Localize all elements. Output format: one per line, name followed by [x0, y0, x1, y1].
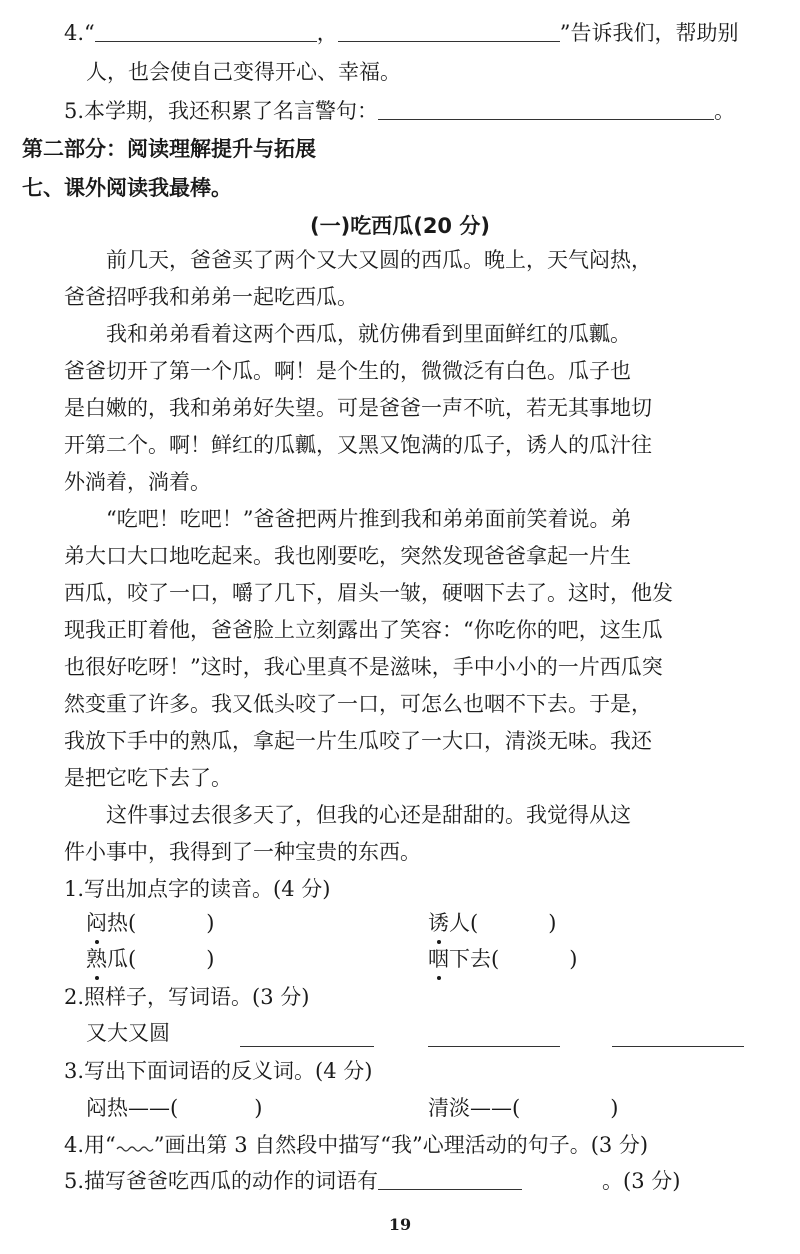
- q3-item-1: [86, 1093, 262, 1123]
- item-text: 下去(: [449, 947, 500, 971]
- passage-line: 前几天，爸爸买了两个又大又圆的西瓜。晚上，天气闷热，: [106, 248, 652, 272]
- passage-line: 这件事过去很多天了，但我的心还是甜甜的。我觉得从这: [106, 803, 631, 827]
- passage-line: 爸爸切开了第一个瓜。啊！是个生的，微微泛有白色。瓜子也: [64, 359, 631, 383]
- passage-line: 也很好吃呀！”这时，我心里真不是滋味，手中小小的一片西瓜突: [64, 655, 663, 679]
- passage-line: “吃吧！吃吧！”爸爸把两片推到我和弟弟面前笑着说。弟: [106, 507, 632, 531]
- question-text: 4.用“: [64, 1133, 116, 1157]
- page-number: 19: [388, 1215, 412, 1234]
- question-text: 。(3 分): [602, 1169, 681, 1193]
- passage-line: 弟大口大口地吃起来。我也刚要吃，突然发现爸爸拿起一片生: [64, 544, 631, 568]
- question-text: ”告诉我们，帮助别: [559, 21, 739, 45]
- question-5: [64, 1166, 680, 1196]
- dotted-char: 诱: [428, 908, 449, 938]
- passage-line: 件小事中，我得到了一种宝贵的东西。: [64, 840, 421, 864]
- passage-title: (一)吃西瓜(20 分): [310, 214, 490, 238]
- prev-question-4-line2: 人，也会使自己变得开心、幸福。: [86, 60, 401, 84]
- close-paren: ): [569, 947, 578, 971]
- item-text: 闷热——(: [86, 1096, 179, 1120]
- q1-item-4: [428, 944, 577, 974]
- answer-blank[interactable]: [428, 1024, 560, 1047]
- passage-line: 外淌着，淌着。: [64, 470, 211, 494]
- open-quote: “: [84, 21, 95, 45]
- question-text: 5.描写爸爸吃西瓜的动作的词语有: [64, 1169, 379, 1193]
- passage-line: 开第二个。啊！鲜红的瓜瓤，又黑又饱满的瓜子，诱人的瓜汁往: [64, 433, 652, 457]
- answer-blank[interactable]: [378, 97, 714, 120]
- passage-line: 现我正盯着他，爸爸脸上立刻露出了笑容：“你吃你的吧，这生瓜: [64, 618, 663, 642]
- answer-blank[interactable]: [612, 1024, 744, 1047]
- q1-item-2: [428, 908, 556, 938]
- prev-question-4: [64, 18, 739, 48]
- question-3-stem: 3.写出下面词语的反义词。(4 分): [64, 1059, 373, 1083]
- answer-blank[interactable]: [378, 1167, 522, 1190]
- question-text: 5.本学期，我还积累了名言警句：: [64, 99, 379, 123]
- question-text: ”画出第 3 自然段中描写“我”心理活动的句子。(3 分): [153, 1133, 649, 1157]
- passage-line: 是白嫩的，我和弟弟好失望。可是爸爸一声不吭，若无其事地切: [64, 396, 652, 420]
- close-paren: ): [548, 911, 557, 935]
- question-number: 4.: [64, 21, 85, 45]
- answer-blank-2[interactable]: [338, 19, 560, 42]
- wavy-underline-icon: [116, 1144, 154, 1154]
- question-1-stem: 1.写出加点字的读音。(4 分): [64, 877, 331, 901]
- answer-blank[interactable]: [240, 1024, 374, 1047]
- item-text: 清淡——(: [428, 1096, 521, 1120]
- item-text: 瓜(: [107, 947, 137, 971]
- q1-item-1: [86, 908, 214, 938]
- close-paren: ): [254, 1096, 263, 1120]
- prev-question-5: [64, 96, 735, 126]
- dotted-char: 闷: [86, 908, 107, 938]
- close-paren: ): [610, 1096, 619, 1120]
- q3-item-2: [428, 1093, 618, 1123]
- section-title: 七、课外阅读我最棒。: [22, 176, 232, 200]
- passage-line: 我和弟弟看着这两个西瓜，就仿佛看到里面鲜红的瓜瓤。: [106, 322, 631, 346]
- close-paren: ): [206, 947, 215, 971]
- passage-line: 我放下手中的熟瓜，拿起一片生瓜咬了一大口，清淡无味。我还: [64, 729, 652, 753]
- passage-line: 爸爸招呼我和弟弟一起吃西瓜。: [64, 285, 358, 309]
- answer-blank-1[interactable]: [95, 19, 317, 42]
- close-paren: ): [206, 911, 215, 935]
- part-title: 第二部分：阅读理解提升与拓展: [22, 137, 316, 161]
- item-text: 人(: [449, 911, 479, 935]
- passage-line: 是把它吃下去了。: [64, 766, 232, 790]
- comma: ，: [316, 21, 338, 45]
- passage-line: 然变重了许多。我又低头咬了一口，可怎么也咽不下去。于是，: [64, 692, 652, 716]
- question-2-stem: 2.照样子，写词语。(3 分): [64, 985, 310, 1009]
- period: 。: [714, 99, 736, 123]
- dotted-char: 熟: [86, 944, 107, 974]
- item-text: 热(: [107, 911, 137, 935]
- question-2-example: 又大又圆: [86, 1021, 170, 1045]
- question-4: [64, 1130, 648, 1160]
- passage-line: 西瓜，咬了一口，嚼了几下，眉头一皱，硬咽下去了。这时，他发: [64, 581, 673, 605]
- q1-item-3: [86, 944, 214, 974]
- dotted-char: 咽: [428, 944, 449, 974]
